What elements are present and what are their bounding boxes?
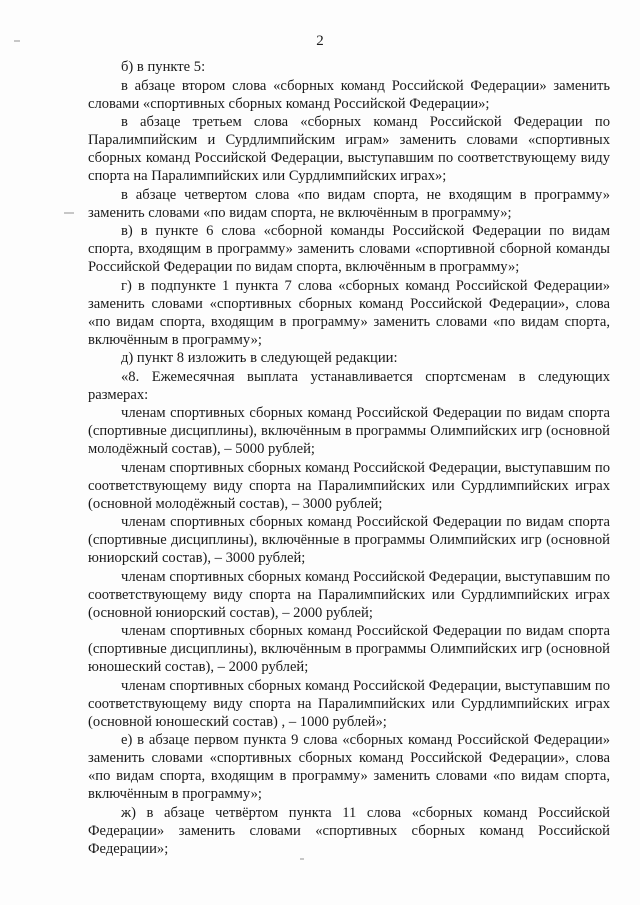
- paragraph: членам спортивных сборных команд Российской Федерации по видам спорта (спортивные дисциплины), включённым в программы Олимпийских игр (основной молодёжный состав), – 5000 рублей;: [88, 405, 610, 457]
- paragraph: в абзаце четвертом слова «по видам спорта, не входящим в программу» заменить словами «по видам спорта, не включённым в программу»;: [88, 186, 610, 221]
- paragraph: д) пункт 8 изложить в следующей редакции:: [121, 350, 398, 366]
- scan-artifact: [64, 212, 74, 214]
- paragraph: членам спортивных сборных команд Российской Федерации, выступавшим по соответствующему виду спорта на Паралимпийских или Сурдлимпийских играх (основной юношеский состав) , – 1000 рублей»;: [88, 677, 610, 730]
- paragraph: «8. Ежемесячная выплата устанавливается спортсменам в следующих размерах:: [88, 368, 610, 403]
- paragraph: ж) в абзаце четвёртом пункта 11 слова «сборных команд Российской Федерации» заменить словами «спортивных сборных команд Российской Федерации»;: [88, 804, 610, 857]
- scan-artifact: [14, 40, 20, 42]
- paragraph: е) в абзаце первом пункта 9 слова «сборных команд Российской Федерации» заменить словами «спортивных сборных команд Российской Федерации», слова «по видам спорта, входящим в программу» заменить словами «по видам спорта, включённым в программу»;: [88, 732, 610, 802]
- paragraph: г) в подпункте 1 пункта 7 слова «сборных команд Российской Федерации» заменить словами «спортивных сборных команд Российской Федерации», слова «по видам спорта, входящим в программу» заменить словами «по видам спорта, включённым в программу»;: [88, 277, 610, 348]
- paragraph: в абзаце втором слова «сборных команд Российской Федерации» заменить словами «спортивных сборных команд Российской Федерации»;: [88, 77, 610, 112]
- paragraph: членам спортивных сборных команд Российской Федерации, выступавшим по соответствующему виду спорта на Паралимпийских или Сурдлимпийских играх (основной юниорский состав), – 2000 рублей;: [88, 568, 610, 621]
- paragraph: членам спортивных сборных команд Российской Федерации по видам спорта (спортивные дисциплины), включённым в программы Олимпийских игр (основной юношеский состав), – 2000 рублей;: [88, 623, 610, 675]
- document-body: [88, 58, 610, 858]
- paragraph: б) в пункте 5:: [121, 59, 206, 75]
- paragraph: в абзаце третьем слова «сборных команд Российской Федерации по Паралимпийским и Сурдлимпийским играм» заменить словами «спортивных сборных команд Российской Федерации, выступавшим по соответствующему виду спорта на Паралимпийских или Сурдлимпийских играх»;: [88, 114, 610, 184]
- paragraph: членам спортивных сборных команд Российской Федерации, выступавшим по соответствующему виду спорта на Паралимпийских или Сурдлимпийских играх (основной молодёжный состав), – 3000 рублей;: [88, 459, 610, 512]
- paragraph: в) в пункте 6 слова «сборной команды Российской Федерации по видам спорта, входящим в программу» заменить словами «спортивной сборной команды Российской Федерации по видам спорта, включённым в программу»;: [88, 223, 610, 275]
- page-number: 2: [316, 33, 324, 49]
- scan-artifact: [300, 858, 304, 860]
- paragraph: членам спортивных сборных команд Российской Федерации по видам спорта (спортивные дисциплины), включённые в программы Олимпийских игр (основной юниорский состав), – 3000 рублей;: [88, 514, 610, 566]
